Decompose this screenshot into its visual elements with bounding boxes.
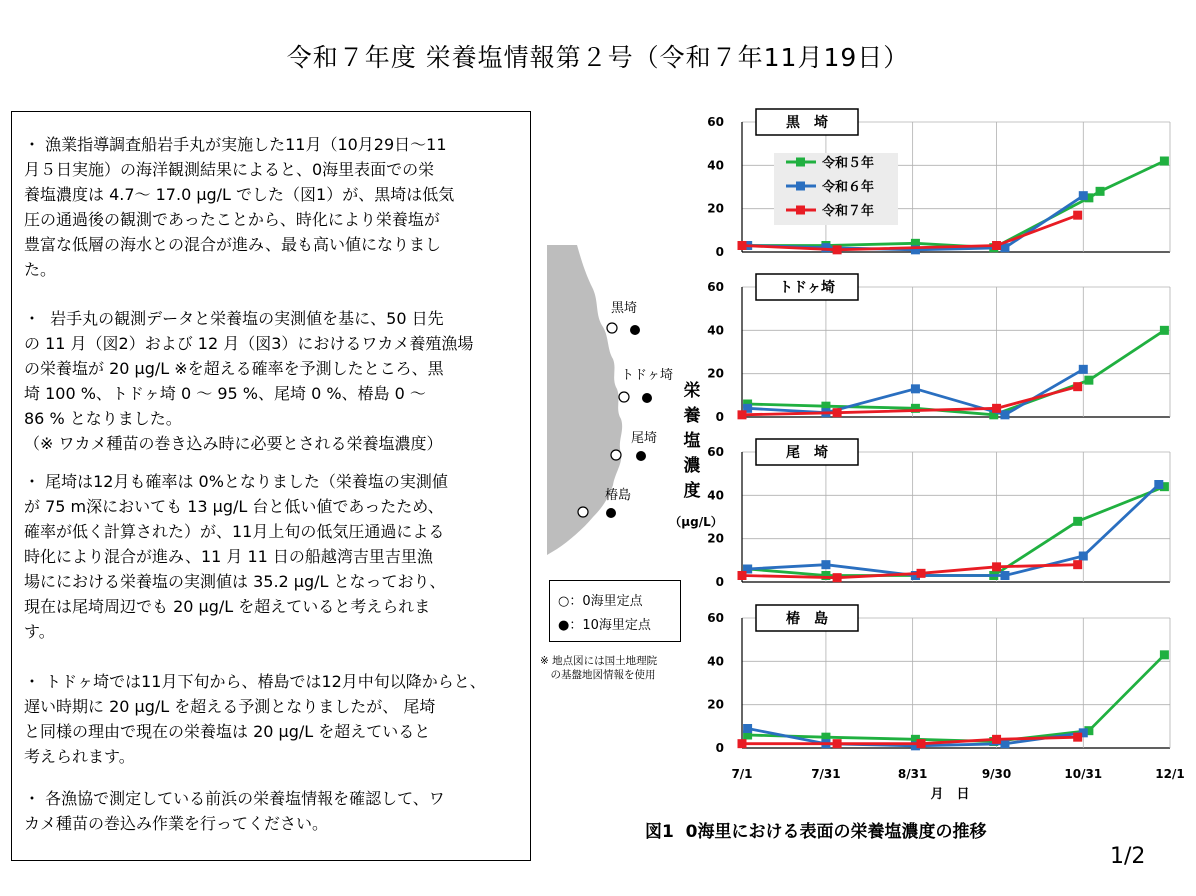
station-tsubakijima-10nm (606, 508, 616, 518)
station-label-todogasaki: トドヶ埼 (621, 368, 674, 383)
paragraph-line: 時化により混合が進み、11 月 11 日の船越湾吉里吉里漁 (24, 547, 433, 566)
data-point (833, 245, 842, 254)
y-tick-label: 40 (707, 654, 724, 669)
paragraph-line: た。 (24, 260, 57, 279)
paragraph-line: 確率が低く計算された）が、11月上旬の低気圧通過による (24, 522, 445, 541)
station-label-kurosaki: 黒埼 (611, 301, 638, 316)
paragraph-line: が 75 m深においても 13 μg/L 台と低い値であったため、 (24, 497, 444, 516)
y-axis-label-char: 栄 (683, 381, 701, 401)
data-point (821, 560, 830, 569)
figure-caption: 図1 0海里における表面の栄養塩濃度の推移 (645, 822, 987, 842)
paragraph-line: ・ トドヶ埼では11月下旬から、椿島では12月中旬以降からと、 (24, 672, 486, 691)
data-point (743, 724, 752, 733)
paragraph-line: 現在は尾埼周辺でも 20 μg/L を超えていると考えられま (24, 597, 431, 616)
y-axis-label-char: 養 (683, 406, 701, 426)
data-point (833, 739, 842, 748)
y-tick-label: 20 (707, 697, 724, 712)
y-tick-label: 20 (707, 201, 724, 216)
series-line (748, 485, 1159, 576)
data-point (833, 573, 842, 582)
paragraph-line: 圧の通過後の観測であったことから、時化により栄養塩が (24, 210, 440, 229)
data-point (1000, 571, 1009, 580)
station-label-tsubakijima: 椿島 (605, 488, 632, 503)
data-point (1079, 552, 1088, 561)
panel-title: 尾 埼 (786, 445, 828, 461)
station-osaki-10nm (636, 451, 646, 461)
paragraph-line: 豊富な低層の海水との混合が進み、最も高い値になりまし (24, 235, 441, 254)
paragraph-line: の栄養塩が 20 μg/L ※を超える確率を予測したところ、黒 (24, 359, 444, 378)
data-point (992, 404, 1001, 413)
x-tick-label: 7/31 (811, 767, 841, 781)
y-axis-label-char: 濃 (683, 456, 701, 476)
x-tick-label: 7/1 (731, 767, 753, 781)
station-todogasaki-0nm (619, 392, 629, 402)
nutrient-chart (669, 100, 1190, 820)
paragraph-line: 埼 100 %、トドヶ埼 0 ～ 95 %、尾埼 0 %、椿島 0 ～ (24, 384, 426, 403)
paragraph-line: 月５日実施）の海洋観測結果によると、0海里表面での栄 (24, 160, 435, 179)
paragraph-2 (24, 306, 473, 456)
y-tick-label: 0 (715, 741, 724, 755)
data-point (1160, 326, 1169, 335)
data-point (1073, 211, 1082, 220)
note-line: ※ 地点図には国土地理院 (540, 655, 658, 667)
paragraph-line: す。 (24, 622, 55, 641)
panel-title: 黒 埼 (786, 115, 828, 131)
station-tsubakijima-0nm (578, 507, 588, 517)
data-point (992, 735, 1001, 744)
legend-10nm: ●：10海里定点 (558, 618, 651, 633)
data-point (1154, 480, 1163, 489)
paragraph-1 (24, 132, 454, 282)
data-point (738, 571, 747, 580)
data-point (1073, 733, 1082, 742)
page-title: 令和７年度 栄養塩情報第２号（令和７年11月19日） (286, 43, 910, 72)
y-tick-label: 60 (707, 611, 724, 625)
data-point (738, 241, 747, 250)
data-point (911, 384, 920, 393)
paragraph-line: 場ににおける栄養塩の実測値は 35.2 μg/L となっており、 (24, 572, 446, 591)
data-point (833, 408, 842, 417)
series-line (748, 655, 1165, 742)
station-kurosaki-10nm (630, 325, 640, 335)
y-tick-label: 20 (707, 531, 724, 546)
legend-marker (796, 182, 805, 191)
data-point (1073, 560, 1082, 569)
y-axis-label-char: 塩 (683, 431, 701, 451)
y-tick-label: 60 (707, 445, 724, 459)
paragraph-line: の 11 月（図2）および 12 月（図3）におけるワカメ養殖漁場 (24, 334, 474, 353)
station-label-osaki: 尾埼 (631, 431, 658, 446)
data-point (1160, 650, 1169, 659)
paragraph-line: 考えられます。 (24, 747, 135, 766)
paragraph-line: 養塩濃度は 4.7～ 17.0 μg/L でした（図1）が、黒埼は低気 (24, 185, 455, 204)
series-line (748, 487, 1165, 576)
y-axis-label-char: 度 (683, 481, 701, 501)
paragraph-line: カメ種苗の巻込み作業を行ってください。 (24, 814, 329, 833)
legend-label: 令和７年 (822, 204, 875, 219)
data-point (1084, 376, 1093, 385)
y-tick-label: 0 (715, 575, 724, 589)
panel-title: トドヶ埼 (779, 280, 835, 296)
y-tick-label: 0 (715, 410, 724, 424)
data-point (1079, 191, 1088, 200)
x-tick-label: 10/31 (1064, 767, 1103, 781)
map-source-note (540, 654, 657, 682)
y-axis-unit: （μg/L） (669, 515, 723, 529)
paragraph-line: （※ ワカメ種苗の巻き込み時に必要とされる栄養塩濃度） (24, 434, 443, 453)
y-tick-label: 40 (707, 158, 724, 173)
x-tick-label: 12/1 (1155, 767, 1185, 781)
station-map (547, 245, 687, 565)
data-point (1096, 187, 1105, 196)
y-tick-label: 40 (707, 488, 724, 503)
y-tick-label: 40 (707, 323, 724, 338)
text-box (11, 111, 531, 861)
paragraph-line: ・ 各漁協で測定している前浜の栄養塩情報を確認して、ワ (24, 789, 445, 808)
map-legend (549, 580, 681, 642)
data-point (738, 739, 747, 748)
legend-marker (796, 158, 805, 167)
station-osaki-0nm (611, 450, 621, 460)
station-todogasaki-10nm (642, 393, 652, 403)
data-point (1000, 410, 1009, 419)
paragraph-4 (24, 669, 486, 769)
paragraph-line: ・ 漁業指導調査船岩手丸が実施した11月（10月29日～11 (24, 135, 447, 154)
data-point (917, 569, 926, 578)
x-tick-label: 8/31 (897, 767, 928, 781)
data-point (992, 241, 1001, 250)
paragraph-5 (24, 786, 445, 836)
paragraph-line: ・ 尾埼は12月も確率は 0%となりました（栄養塩の実測値 (24, 472, 448, 491)
legend-label: 令和５年 (822, 156, 875, 171)
series-line (748, 330, 1165, 415)
data-point (1160, 157, 1169, 166)
legend-marker (796, 206, 805, 215)
paragraph-line: と同様の理由で現在の栄養塩は 20 μg/L を超えていると (24, 722, 431, 741)
x-axis-label: 月 日 (930, 787, 970, 802)
y-tick-label: 20 (707, 366, 724, 381)
paragraph-line: ・ 岩手丸の観測データと栄養塩の実測値を基に、50 日先 (24, 309, 444, 328)
data-point (1073, 517, 1082, 526)
data-point (917, 739, 926, 748)
y-tick-label: 60 (707, 280, 724, 294)
station-kurosaki-0nm (607, 323, 617, 333)
data-point (1079, 365, 1088, 374)
note-line: の基盤地図情報を使用 (540, 669, 656, 681)
y-tick-label: 0 (715, 245, 724, 259)
data-point (992, 562, 1001, 571)
paragraph-line: 遅い時期に 20 μg/L を超える予測となりましたが、 尾埼 (24, 697, 436, 716)
legend-label: 令和６年 (822, 180, 875, 195)
paragraph-line: 86 % となりました。 (24, 409, 182, 428)
legend-0nm: ○：0海里定点 (558, 594, 643, 609)
paragraph-3 (24, 469, 448, 644)
data-point (1073, 382, 1082, 391)
page-number: 1/2 (1110, 844, 1146, 869)
x-tick-label: 9/30 (981, 767, 1012, 781)
panel-title: 椿 島 (786, 611, 828, 627)
data-point (738, 410, 747, 419)
y-tick-label: 60 (707, 115, 724, 129)
